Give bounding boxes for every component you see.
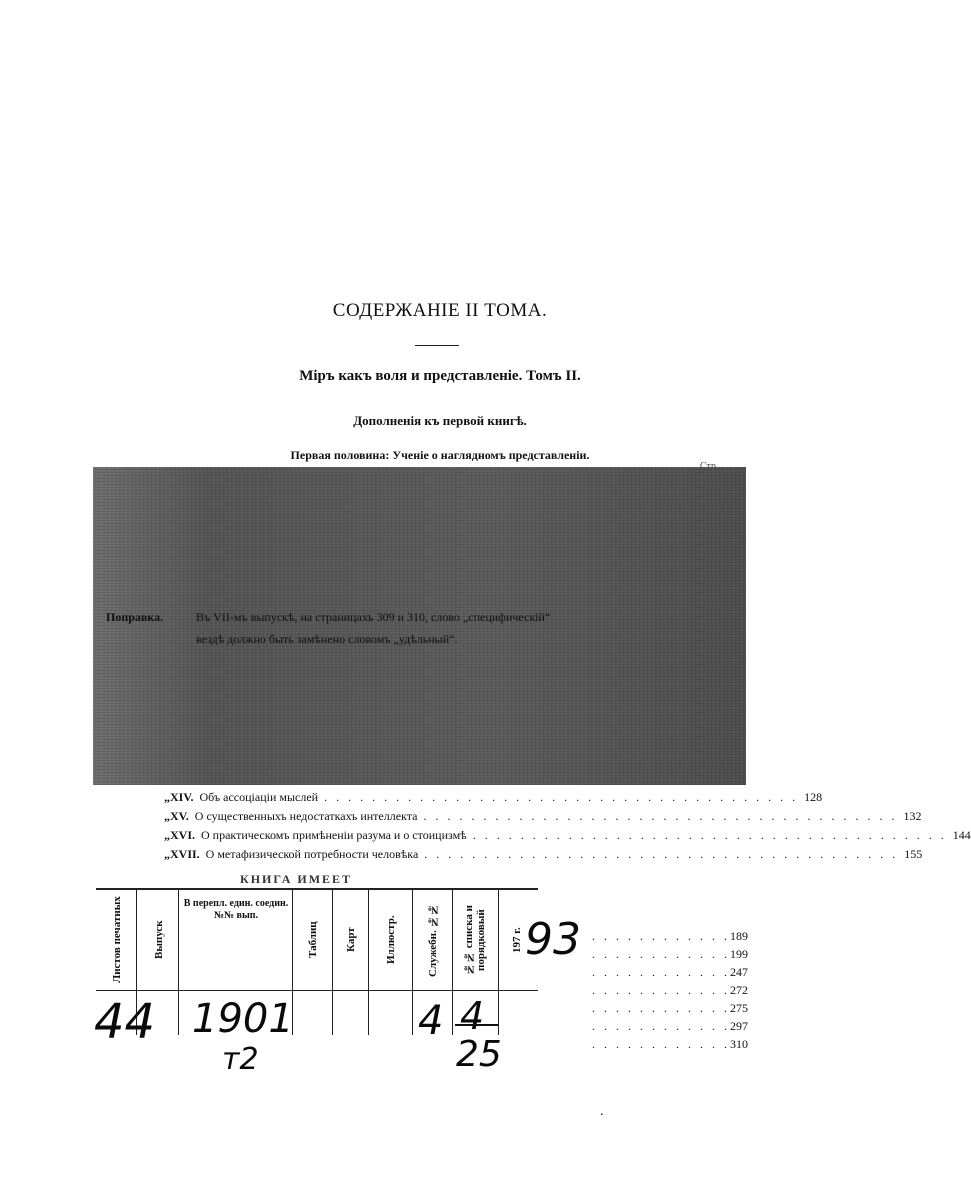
leader-dots: . . . . . . . . . . . . bbox=[592, 947, 730, 961]
chapter-number: XV. bbox=[170, 809, 189, 823]
ditto-mark: „ bbox=[164, 809, 170, 823]
stamp-divider bbox=[178, 890, 179, 1035]
stamp-col-issue: Выпуск bbox=[153, 920, 165, 960]
toc-page-row bbox=[592, 983, 748, 998]
chapter-page: 128 bbox=[804, 790, 823, 804]
library-stamp bbox=[96, 888, 538, 991]
stamp-col-illustrations: Иллюстр. bbox=[385, 915, 397, 965]
chapter-page: 144 bbox=[952, 828, 971, 842]
handwritten-sheets: 44 bbox=[94, 994, 156, 1050]
handwritten-service: 4 bbox=[418, 998, 444, 1044]
toc-page: 199 bbox=[730, 947, 748, 961]
leader-dots: . . . . . . . . . . . . bbox=[592, 1037, 730, 1051]
toc-page-row bbox=[592, 1037, 748, 1052]
leader-dots: . . . . . . . . . . . . . . . . . . . . . . . . . . . . . . . . . . . . . . . . bbox=[324, 790, 799, 804]
chapter-title: О метафизической потребности человѣка bbox=[205, 847, 419, 861]
handwritten-list: 4 bbox=[460, 994, 485, 1038]
leader-dots: . . . . . . . . . . . . . . . . . . . . . . . . . . . . . . . . . . . . . . . . bbox=[423, 809, 898, 823]
stamp-col-year: 197 г. bbox=[511, 927, 523, 953]
leader-dots: . . . . . . . . . . . . bbox=[592, 1001, 730, 1015]
half-heading: Первая половина: Ученіе о наглядномъ представленіи. bbox=[290, 448, 590, 462]
stamp-divider bbox=[412, 890, 413, 1035]
handwritten-year-suffix: 93 bbox=[525, 914, 581, 965]
leader-dots: . . . . . . . . . . . . bbox=[592, 983, 730, 997]
stamp-col-sheets: Листов печатных bbox=[111, 896, 123, 984]
stamp-divider bbox=[452, 890, 453, 1035]
toc-page: 189 bbox=[730, 929, 748, 943]
toc-page: 275 bbox=[730, 1001, 748, 1015]
handwritten-underline bbox=[455, 1024, 499, 1026]
chapter-title: О практическомъ примѣненіи разума и о стоицизмѣ bbox=[201, 828, 467, 842]
leader-dots: . . . . . . . . . . . . . . . . . . . . . . . . . . . . . . . . . . . . . . . . bbox=[472, 828, 947, 842]
stamp-col-tables: Таблиц bbox=[307, 921, 319, 959]
correction-label: Поправка. bbox=[106, 610, 164, 624]
ditto-mark: „ bbox=[164, 828, 170, 842]
toc-entry bbox=[164, 809, 922, 829]
title-rule bbox=[415, 345, 459, 346]
chapter-title: Объ ассоціаціи мыслей bbox=[199, 790, 319, 804]
chapter-title: О существенныхъ недостаткахъ интеллекта bbox=[194, 809, 418, 823]
section-heading: Дополненія къ первой книгѣ. bbox=[353, 413, 527, 428]
stamp-col-binding: В перепл. един. соедин. №№ вып. bbox=[183, 898, 289, 921]
toc-page-row bbox=[592, 947, 748, 962]
stamp-col-list: №№ списка и порядковый bbox=[463, 905, 487, 975]
toc-page: 297 bbox=[730, 1019, 748, 1033]
toc-page-row bbox=[592, 965, 748, 980]
leader-dots: . . . . . . . . . . . . bbox=[592, 965, 730, 979]
chapter-number: XVII. bbox=[170, 847, 200, 861]
handwritten-volume: т2 bbox=[222, 1042, 259, 1077]
correction-text-line1: Въ VII-мъ выпускѣ, на страницахъ 309 и 310, слово „специфическій“ bbox=[196, 610, 551, 624]
toc-page: 272 bbox=[730, 983, 748, 997]
toc-page: 247 bbox=[730, 965, 748, 979]
toc-page: 310 bbox=[730, 1037, 748, 1051]
correction-text-line2: вездѣ должно быть замѣнено словомъ „удѣльный“. bbox=[196, 632, 458, 646]
leader-dots: . . . . . . . . . . . . bbox=[592, 1019, 730, 1033]
page-title: СОДЕРЖАНІЕ II ТОМА. bbox=[332, 300, 548, 321]
book-subtitle: Міръ какъ воля и представленіе. Томъ II. bbox=[299, 368, 581, 384]
handwritten-order: 25 bbox=[456, 1034, 502, 1075]
ditto-mark: „ bbox=[164, 790, 170, 804]
leader-dots: . . . . . . . . . . . . bbox=[592, 929, 730, 943]
stamp-title: КНИГА ИМЕЕТ bbox=[240, 872, 353, 886]
stray-dot: . bbox=[600, 1104, 604, 1119]
chapter-number: XIV. bbox=[170, 790, 194, 804]
correction-slip bbox=[93, 467, 746, 785]
stamp-col-service: Служебн. №№ bbox=[427, 903, 439, 977]
handwritten-year: 1901 bbox=[192, 996, 294, 1042]
leader-dots: . . . . . . . . . . . . . . . . . . . . . . . . . . . . . . . . . . . . . . . . bbox=[424, 847, 899, 861]
toc-page-row bbox=[592, 929, 748, 944]
chapter-page: 132 bbox=[903, 809, 922, 823]
toc-entry bbox=[164, 847, 923, 867]
stamp-col-maps: Карт bbox=[345, 927, 357, 953]
toc-page-row bbox=[592, 1019, 748, 1034]
toc-page-row bbox=[592, 1001, 748, 1016]
ditto-mark: „ bbox=[164, 847, 170, 861]
toc-entry bbox=[164, 828, 971, 848]
chapter-page: 155 bbox=[904, 847, 923, 861]
chapter-number: XVI. bbox=[170, 828, 196, 842]
toc-entry bbox=[164, 790, 823, 810]
